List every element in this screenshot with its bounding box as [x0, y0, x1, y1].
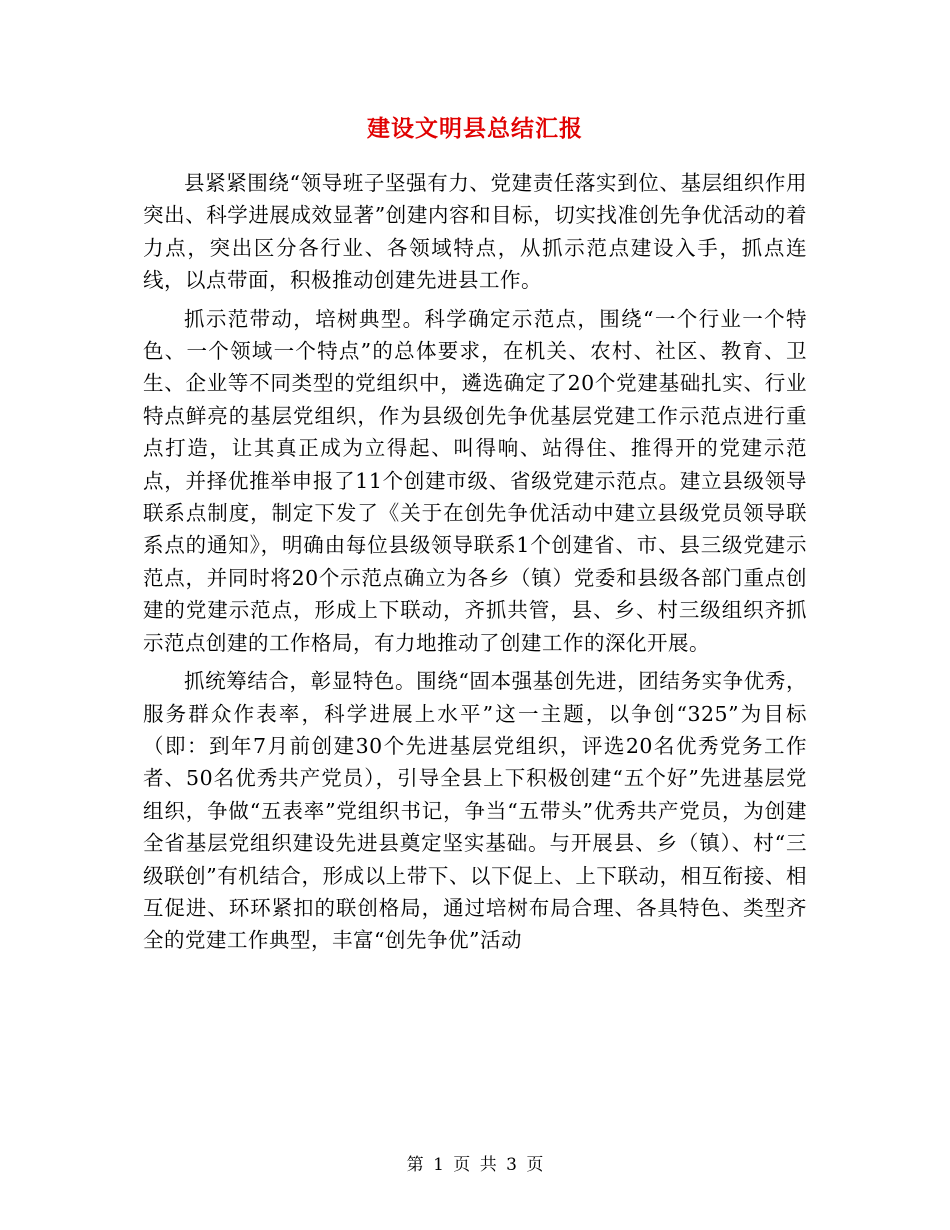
paragraph-demonstration: 抓示范带动，培树典型。科学确定示范点，围绕“一个行业一个特色、一个领域一个特点”的总体要求，在机关、农村、社区、教育、卫生、企业等不同类型的党组织中，遴选确定了20个党建基础扎实、行业特点鲜亮的基层党组织，作为县级创先争优基层党建工作示范点进行重点打造，让其真正成为立得起、叫得响、站得住、推得开的党建示范点，并择优推举申报了11个创建市级、省级党建示范点。建立县级领导联系点制度，制定下发了《关于在创先争优活动中建立县级党员领导联系点的通知》，明确由每位县级领导联系1个创建省、市、县三级党建示范点，并同时将20个示范点确立为各乡（镇）党委和县级各部门重点创建的党建示范点，形成上下联动，齐抓共管，县、乡、村三级组织齐抓示范点创建的工作格局，有力地推动了创建工作的深化开展。: [143, 306, 807, 655]
paragraph-coordination: 抓统筹结合，彰显特色。围绕“固本强基创先进，团结务实争优秀，服务群众作表率，科学进展上水平”这一主题，以争创“325”为目标（即：到年7月前创建30个先进基层党组织，评选20名优秀党务工作者、50名优秀共产党员），引导全县上下积极创建“五个好”先进基层党组织，争做“五表率”党组织书记，争当“五带头”优秀共产党员，为创建全省基层党组织建设先进县奠定坚实基础。与开展县、乡（镇）、村“三级联创”有机结合，形成以上带下、以下促上、上下联动，相互衔接、相互促进、环环紧扣的联创格局，通过培树布局合理、各具特色、类型齐全的党建工作典型，丰富“创先争优”活动: [143, 669, 807, 953]
paragraph-intro: 县紧紧围绕“领导班子坚强有力、党建责任落实到位、基层组织作用突出、科学进展成效显著”创建内容和目标，切实找准创先争优活动的着力点，突出区分各行业、各领域特点，从抓示范点建设入手，抓点连线，以点带面，积极推动创建先进县工作。: [143, 171, 807, 293]
page-number-footer: 第 1 页 共 3 页: [406, 1155, 544, 1175]
page-title: 建设文明县总结汇报: [367, 115, 583, 142]
document-body: [143, 167, 807, 963]
